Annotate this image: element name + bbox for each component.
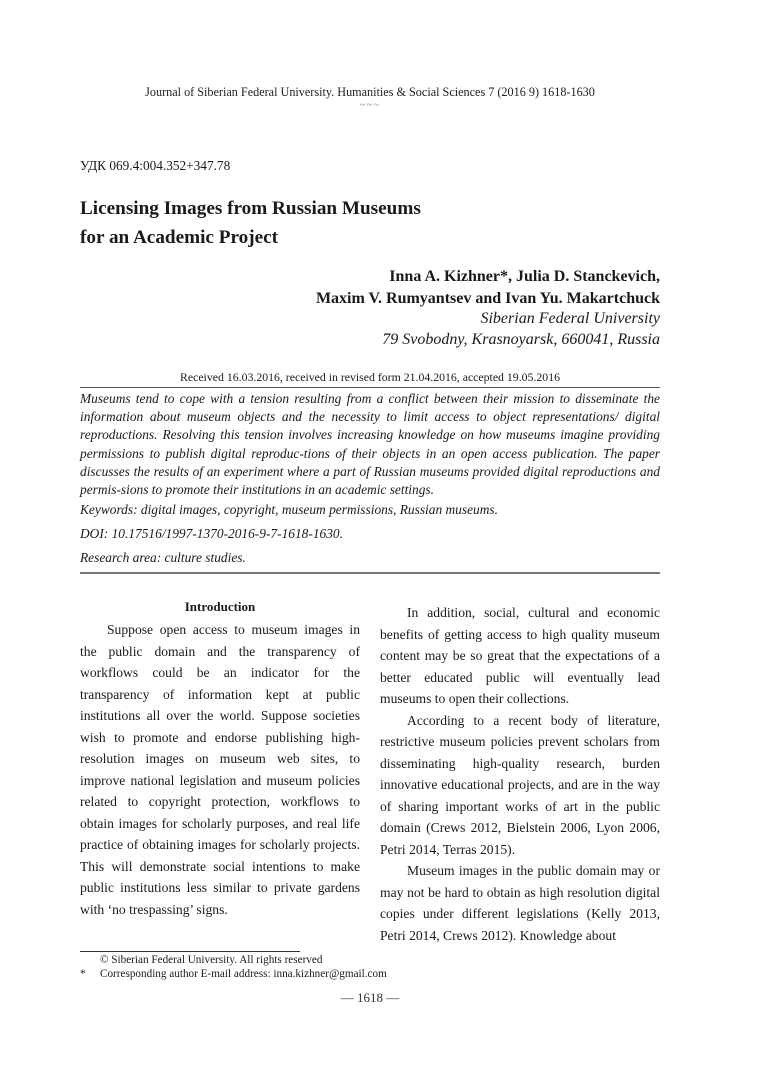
paragraph: According to a recent body of literature, restrictive museum policies prevent scholars from disseminating high-quality research, burden innovative educational projects, and are in the way of sharing important works of art in the public domain (Crews 2012, Bielstein 2006, Lyon 2006, Petri 2014, Terras 2015). xyxy=(380,712,660,857)
doi: DOI: 10.17516/1997-1370-2016-9-7-1618-1630. xyxy=(80,526,343,541)
left-column xyxy=(80,598,360,920)
footnote-corresponding xyxy=(80,967,387,981)
footnote-asterisk: * xyxy=(80,968,86,980)
title-line-2: for an Academic Project xyxy=(80,227,279,248)
copyright-text: © Siberian Federal University. All rights reserved xyxy=(100,954,323,966)
footnote-rule xyxy=(80,951,300,952)
journal-header: Journal of Siberian Federal University. Humanities & Social Sciences 7 (2016 9) 1618-1630 xyxy=(145,85,595,99)
section-heading-introduction: Introduction xyxy=(184,599,256,614)
affiliation-line-1: Siberian Federal University xyxy=(480,310,660,327)
paragraph: Museum images in the public domain may or may not be hard to obtain as high resolution digital copies under different legislations (Kelly 2013, Petri 2014, Crews 2012). Knowledge about xyxy=(380,863,660,943)
affiliation-line-2: 79 Svobodny, Krasnoyarsk, 660041, Russia xyxy=(382,331,660,348)
abstract-top-rule xyxy=(80,387,660,388)
authors-line-1: Inna A. Kizhner*, Julia D. Stanckevich, xyxy=(389,268,660,285)
keywords: Keywords: digital images, copyright, museum permissions, Russian museums. xyxy=(80,502,498,517)
authors-line-2: Maxim V. Rumyantsev and Ivan Yu. Makartchuck xyxy=(315,290,660,307)
header-ornament: ~~~ xyxy=(359,99,381,111)
right-column xyxy=(380,602,660,946)
page-number: — 1618 — xyxy=(340,990,400,1005)
abstract-bottom-rule xyxy=(80,572,660,574)
article-title xyxy=(80,194,421,252)
affiliation xyxy=(382,308,660,350)
paragraph: Suppose open access to museum images in the public domain and the transparency of workflows could be an indicator for the transparency of information kept at public institutions all over the world. Suppose societies wish to promote and endorse publishing high-resolution images on museum web sites, to improve national legislation and museum policies related to copyright protection, workflows to obtain images for scholarly purposes, and real life practice of obtaining images for scholarly projects. This will demonstrate social intentions to make public institutions less similar to private gardens with ‘no trespassing’ signs. xyxy=(80,622,360,917)
authors xyxy=(316,266,660,310)
abstract: Museums tend to cope with a tension resulting from a conflict between their mission to disseminate the information about museum objects and the necessity to limit access to object representations/ digital reproductions. Resolving this tension involves increasing knowledge on how museums imagine providing permissions to publish digital reproduc-tions of their objects in an open access publication. The paper discusses the results of an experiment where a part of Russian museums provided digital reproductions and permis-sions to promote their institutions in an academic settings. xyxy=(80,391,660,498)
title-line-1: Licensing Images from Russian Museums xyxy=(80,198,421,219)
udc-code: УДК 069.4:004.352+347.78 xyxy=(80,158,231,173)
received-dates: Received 16.03.2016, received in revised form 21.04.2016, accepted 19.05.2016 xyxy=(179,370,560,384)
paragraph: In addition, social, cultural and economic benefits of getting access to high quality museum content may be so great that the expectations of a better educated public will eventually lead museums to open their collections. xyxy=(380,605,660,706)
research-area: Research area: culture studies. xyxy=(80,550,246,565)
footnote-copyright xyxy=(80,953,322,967)
corresponding-author-text: Corresponding author E-mail address: inna.kizhner@gmail.com xyxy=(100,968,387,980)
